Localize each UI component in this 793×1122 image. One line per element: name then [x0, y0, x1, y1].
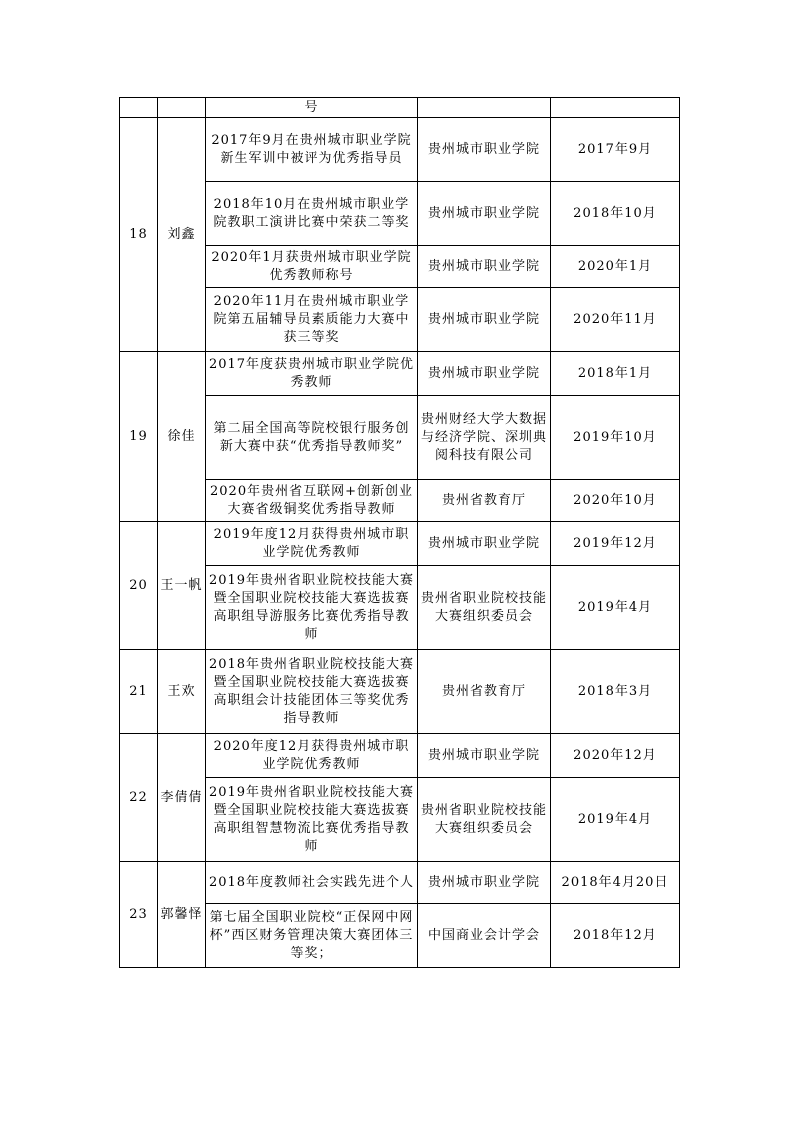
award-cell: 第二届全国高等院校银行服务创新大赛中获“优秀指导教师奖” — [206, 396, 418, 480]
org-cell: 贵州城市职业学院 — [418, 734, 551, 778]
award-cell: 2018年度教师社会实践先进个人 — [206, 862, 418, 904]
table-row — [120, 650, 680, 734]
table-row — [120, 118, 680, 182]
award-cell: 2019年度12月获得贵州城市职业学院优秀教师 — [206, 522, 418, 566]
org-cell: 贵州省职业院校技能大赛组织委员会 — [418, 778, 551, 862]
date-cell — [551, 98, 680, 118]
name-cell: 郭馨怿 — [158, 862, 206, 968]
award-cell: 第七届全国职业院校“正保网中网杯”西区财务管理决策大赛团体三等奖； — [206, 904, 418, 968]
org-cell: 贵州城市职业学院 — [418, 352, 551, 396]
date-cell: 2020年10月 — [551, 480, 680, 522]
serial-cell: 21 — [120, 650, 158, 734]
date-cell: 2018年12月 — [551, 904, 680, 968]
name-cell: 徐佳 — [158, 352, 206, 522]
name-cell — [158, 98, 206, 118]
table-row — [120, 734, 680, 778]
table-row — [120, 862, 680, 904]
award-cell: 2020年11月在贵州城市职业学院第五届辅导员素质能力大赛中获三等奖 — [206, 288, 418, 352]
date-cell: 2019年4月 — [551, 566, 680, 650]
award-cell: 2019年贵州省职业院校技能大赛暨全国职业院校技能大赛选拔赛高职组智慧物流比赛优秀指导教师 — [206, 778, 418, 862]
award-cell: 2020年度12月获得贵州城市职业学院优秀教师 — [206, 734, 418, 778]
serial-cell — [120, 98, 158, 118]
date-cell: 2018年10月 — [551, 182, 680, 246]
table-row — [120, 522, 680, 566]
date-cell: 2019年4月 — [551, 778, 680, 862]
org-cell: 贵州城市职业学院 — [418, 246, 551, 288]
serial-cell: 19 — [120, 352, 158, 522]
table-row — [120, 352, 680, 396]
award-cell: 2020年1月获贵州城市职业学院优秀教师称号 — [206, 246, 418, 288]
award-cell: 2020年贵州省互联网+创新创业大赛省级铜奖优秀指导教师 — [206, 480, 418, 522]
org-cell: 贵州城市职业学院 — [418, 288, 551, 352]
org-cell — [418, 98, 551, 118]
org-cell: 贵州城市职业学院 — [418, 182, 551, 246]
serial-cell: 22 — [120, 734, 158, 862]
date-cell: 2020年12月 — [551, 734, 680, 778]
table-row — [120, 98, 680, 118]
date-cell: 2019年10月 — [551, 396, 680, 480]
date-cell: 2019年12月 — [551, 522, 680, 566]
serial-cell: 20 — [120, 522, 158, 650]
date-cell: 2017年9月 — [551, 118, 680, 182]
award-cell: 2018年贵州省职业院校技能大赛暨全国职业院校技能大赛选拔赛高职组会计技能团体三等奖优秀指导教师 — [206, 650, 418, 734]
org-cell: 贵州城市职业学院 — [418, 522, 551, 566]
name-cell: 刘鑫 — [158, 118, 206, 352]
name-cell: 王欢 — [158, 650, 206, 734]
org-cell: 贵州城市职业学院 — [418, 118, 551, 182]
org-cell: 贵州省职业院校技能大赛组织委员会 — [418, 566, 551, 650]
org-cell: 贵州省教育厅 — [418, 650, 551, 734]
org-cell: 贵州省教育厅 — [418, 480, 551, 522]
award-cell: 2019年贵州省职业院校技能大赛暨全国职业院校技能大赛选拔赛高职组导游服务比赛优秀指导教师 — [206, 566, 418, 650]
serial-cell: 18 — [120, 118, 158, 352]
org-cell: 贵州财经大学大数据与经济学院、深圳典阅科技有限公司 — [418, 396, 551, 480]
org-cell: 贵州城市职业学院 — [418, 862, 551, 904]
date-cell: 2018年3月 — [551, 650, 680, 734]
award-cell: 2018年10月在贵州城市职业学院教职工演讲比赛中荣获二等奖 — [206, 182, 418, 246]
date-cell: 2020年11月 — [551, 288, 680, 352]
name-cell: 王一帆 — [158, 522, 206, 650]
award-cell: 号 — [206, 98, 418, 118]
award-cell: 2017年9月在贵州城市职业学院新生军训中被评为优秀指导员 — [206, 118, 418, 182]
awards-table — [119, 97, 680, 968]
org-cell: 中国商业会计学会 — [418, 904, 551, 968]
date-cell: 2018年1月 — [551, 352, 680, 396]
serial-cell: 23 — [120, 862, 158, 968]
name-cell: 李倩倩 — [158, 734, 206, 862]
date-cell: 2020年1月 — [551, 246, 680, 288]
date-cell: 2018年4月20日 — [551, 862, 680, 904]
award-cell: 2017年度获贵州城市职业学院优秀教师 — [206, 352, 418, 396]
